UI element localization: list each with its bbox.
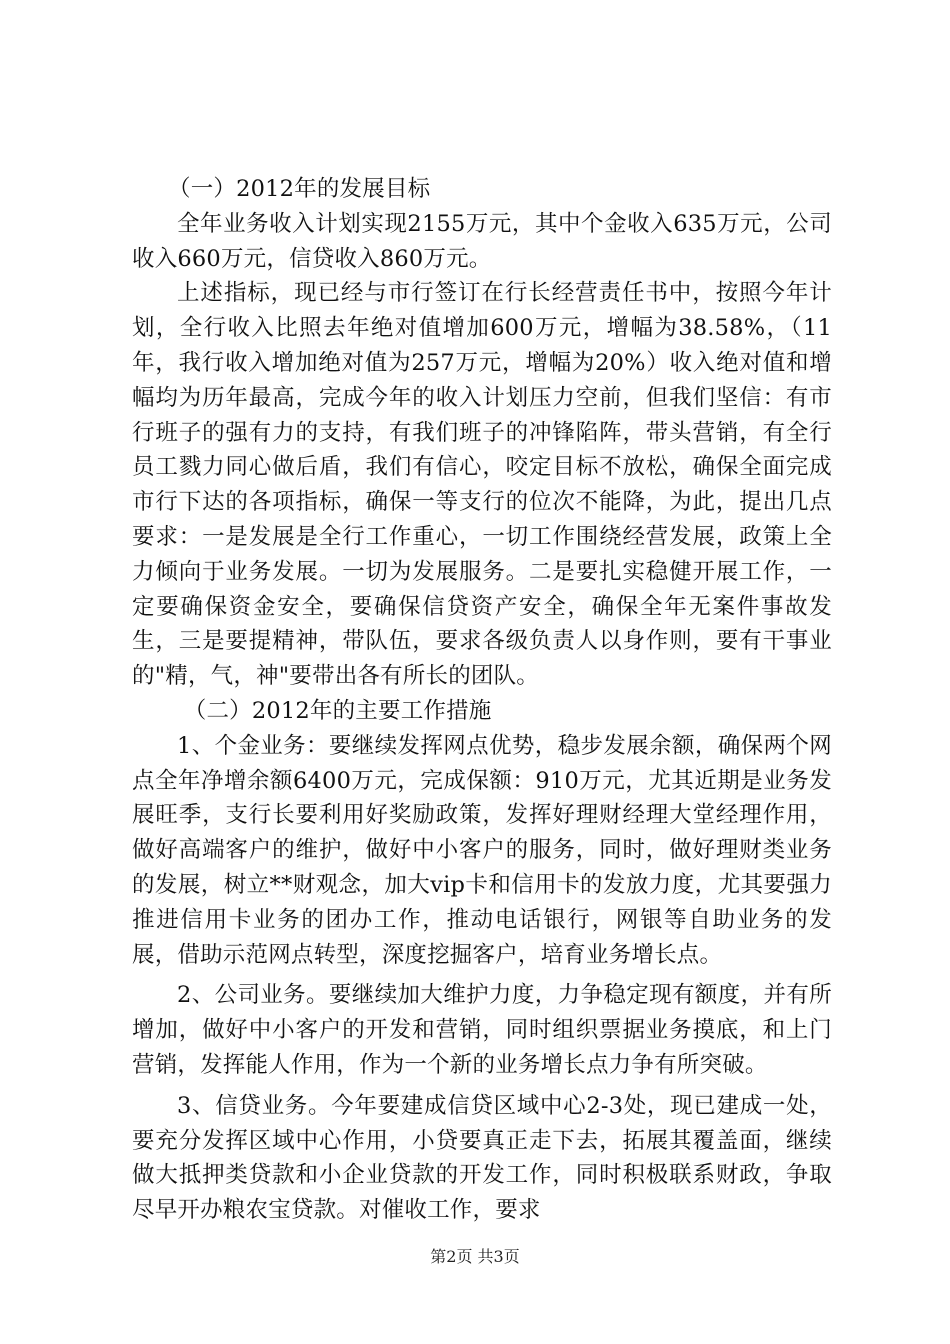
paragraph-personal-finance: 1、个金业务：要继续发挥网点优势，稳步发展余额，确保两个网点全年净增余额6400万元，完成保额：910万元，尤其近期是业务发展旺季，支行长要利用好奖励政策，发挥好理财经理大堂经理作用，做好高端客户的维护，做好中小客户的服务，同时，做好理财类业务的发展，树立**财观念，加大vip卡和信用卡的发放力度，尤其要强力推进信用卡业务的团办工作，推动电话银行，网银等自助业务的发展，借助示范网点转型，深度挖掘客户，培育业务增长点。: [132, 732, 832, 968]
paragraph-credit-business: 3、信贷业务。今年要建成信贷区域中心2-3处，现已建成一处，要充分发挥区域中心作用，小贷要真正走下去，拓展其覆盖面，继续做大抵押类贷款和小企业贷款的开发工作，同时积极联系财政，争取尽早开办粮农宝贷款。对催收工作，要求: [132, 1092, 832, 1224]
paragraph-corporate-business: 2、公司业务。要继续加大维护力度，力争稳定现有额度，并有所增加，做好中小客户的开发和营销，同时组织票据业务摸底，和上门营销，发挥能人作用，作为一个新的业务增长点力争有所突破。: [132, 982, 832, 1078]
paragraph-revenue-target: 全年业务收入计划实现2155万元，其中个金收入635万元，公司收入660万元，信贷收入860万元。: [132, 210, 832, 272]
paragraph-indicators: 上述指标，现已经与市行签订在行长经营责任书中，按照今年计划，全行收入比照去年绝对值增加600万元，增幅为38.58%，（11年，我行收入增加绝对值为257万元，增幅为20%）收入绝对值和增幅均为历年最高，完成今年的收入计划压力空前，但我们坚信：有市行班子的强有力的支持，有我们班子的冲锋陷阵，带头营销，有全行员工戮力同心做后盾，我们有信心，咬定目标不放松，确保全面完成市行下达的各项指标，确保一等支行的位次不能降，为此，提出几点要求：一是发展是全行工作重心，一切工作围绕经营发展，政策上全力倾向于业务发展。一切为发展服务。二是要扎实稳健开展工作，一定要确保资金安全，要确保信贷资产安全，确保全年无案件事故发生，三是要提精神，带队伍，要求各级负责人以身作则，要有干事业的"精，气，神"要带出各有所长的团队。: [132, 280, 832, 690]
page-footer: 第2页 共3页: [430, 1247, 520, 1266]
document-body: [132, 172, 832, 1228]
section-heading-2: （二）2012年的主要工作措施: [183, 697, 492, 724]
section-heading-1: （一）2012年的发展目标: [168, 176, 431, 202]
